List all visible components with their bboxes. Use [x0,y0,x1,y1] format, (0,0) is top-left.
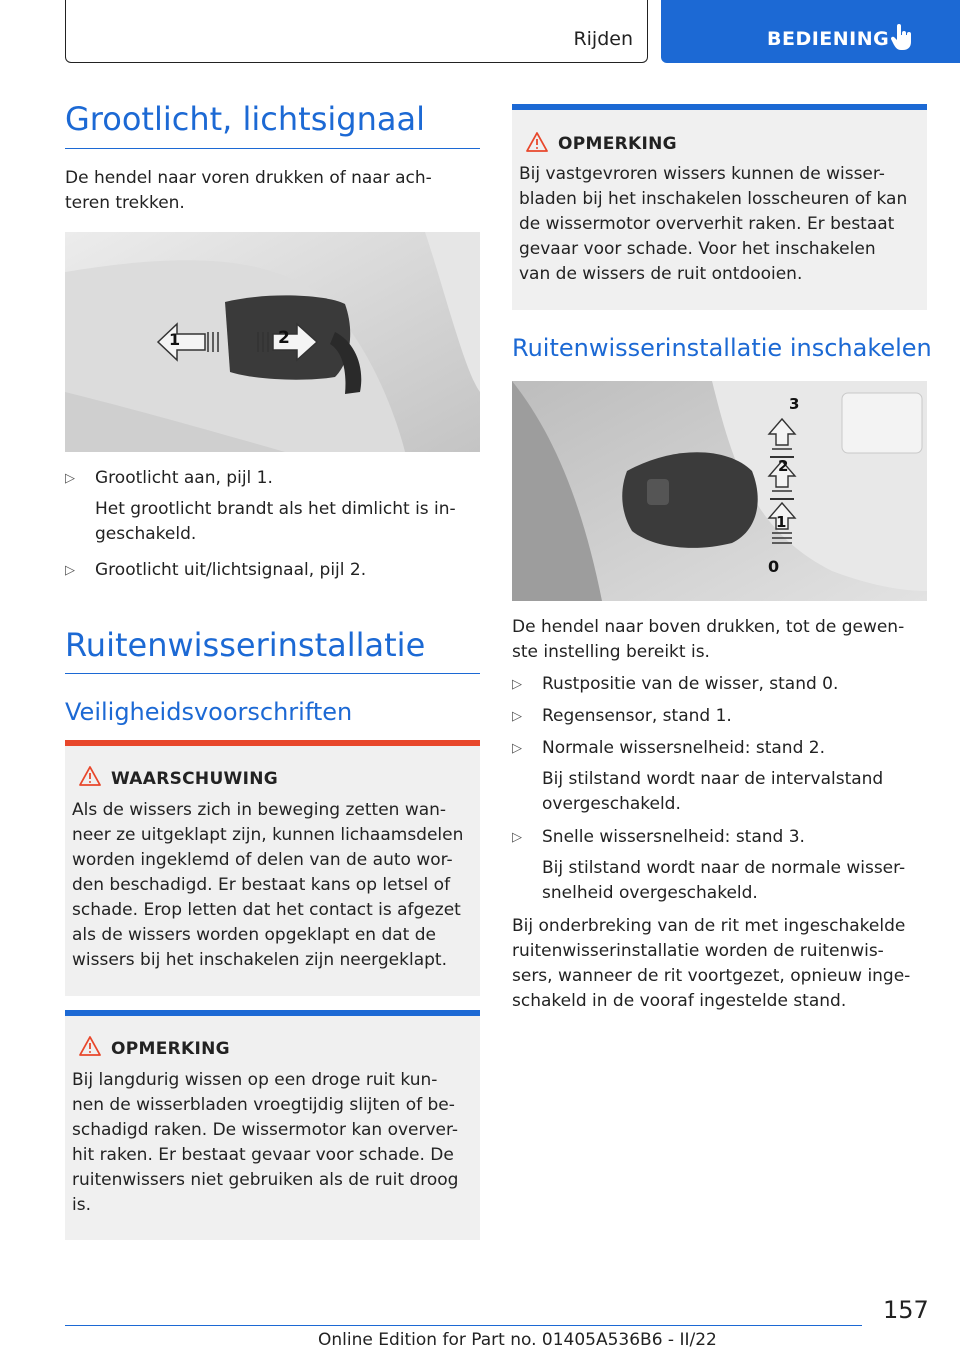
warning-triangle-icon [79,766,101,786]
note-text: Bij langdurig wissen op een droge ruit kun- nen de wisserbladen vroegtijdig slijten of be- schadigd raken. De wissermotor kan overver- hit raken. Er bestaat gevaar voor schade. De ruitenwissers niet gebruiken als de ruit droog is. [72,1070,459,1215]
heading-grootlicht: Grootlicht, lichtsignaal [65,100,425,138]
hand-pointer-icon [891,24,913,52]
heading-inschakelen: Ruitenwisserinstallatie inschakelen [512,334,932,362]
list-item: ▷ Grootlicht aan, pijl 1. Het grootlicht brandt als het dimlicht is in- geschakeld. [65,468,456,544]
triangle-right-icon: ▷ [512,677,522,692]
position-label-2: 2 [778,457,789,475]
warning-title: WAARSCHUWING [111,769,279,789]
list-item: ▷ Regensensor, stand 1. [512,704,927,729]
triangle-right-icon: ▷ [65,471,75,486]
note-text: Bij vastgevroren wissers kunnen de wisser- bladen bij het inschakelen losscheuren of kan de wissermotor oververhit raken. Er bestaat gevaar voor schade. Voor het inschakelen van de wissers de ruit ontdooien. [519,164,908,284]
triangle-right-icon: ▷ [512,830,522,845]
triangle-right-icon: ▷ [512,741,522,756]
paragraph-end: Bij onderbreking van de rit met ingeschakelde ruitenwisserinstallatie worden de ruitenwis- sers, wanneer de rit voortgezet, opnieuw inge- schakeld in de vooraf ingestelde stand. [512,916,911,1011]
heading-rule [65,673,480,674]
high-beam-lever-image [65,232,480,452]
page-number: 157 [883,1296,929,1324]
note-box [512,104,927,310]
list-item: ▷ Grootlicht uit/lichtsignaal, pijl 2. [65,558,480,583]
paragraph-intro: De hendel naar boven drukken, tot de gewen- ste instelling bereikt is. [512,617,905,662]
header-section-label: Rijden [573,28,633,50]
warning-text: Als de wissers zich in beweging zetten wan- neer ze uitgeklapt zijn, kunnen lichaamsdelen worden ingeklemd of delen van de auto wor- den beschadigd. Er bestaat kans op letsel of schade. Erop letten dat het contact is afgezet als de wissers worden opgeklapt en dat de wissers bij het inschakelen zijn neergeklapt. [72,800,464,970]
triangle-right-icon: ▷ [512,709,522,724]
arrow-label-1: 1 [169,330,181,349]
triangle-right-icon: ▷ [65,563,75,578]
list-item: ▷ Snelle wissersnelheid: stand 3. Bij stilstand wordt naar de normale wisser- snelheid overgeschakeld. [512,827,906,903]
arrow-label-2: 2 [278,328,290,348]
note-title: OPMERKING [558,134,677,154]
list-item: ▷ Normale wissersnelheid: stand 2. Bij stilstand wordt naar de intervalstand overgeschakeld. [512,738,884,814]
wiper-lever-image [512,381,927,601]
footer-rule [65,1325,862,1326]
heading-veiligheidsvoorschriften: Veiligheidsvoorschriften [65,698,353,726]
paragraph-grootlicht: De hendel naar voren drukken of naar ach- teren trekken. [65,168,432,213]
list-item: ▷ Rustpositie van de wisser, stand 0. [512,672,927,697]
position-label-0: 0 [768,557,780,576]
warning-triangle-icon [526,132,548,152]
note-box [65,1010,480,1240]
header-chapter-tab [661,0,960,63]
warning-box [65,740,480,996]
heading-ruitenwisserinstallatie: Ruitenwisserinstallatie [65,626,426,664]
header-section-tab [65,0,648,63]
position-label-1: 1 [776,513,787,531]
position-label-3: 3 [789,395,800,413]
footer-edition: Online Edition for Part no. 01405A536B6 - II/22 [318,1330,717,1350]
warning-triangle-icon [79,1036,101,1056]
header-chapter-label: BEDIENING [767,28,890,50]
note-title: OPMERKING [111,1039,230,1059]
heading-rule [65,148,480,149]
